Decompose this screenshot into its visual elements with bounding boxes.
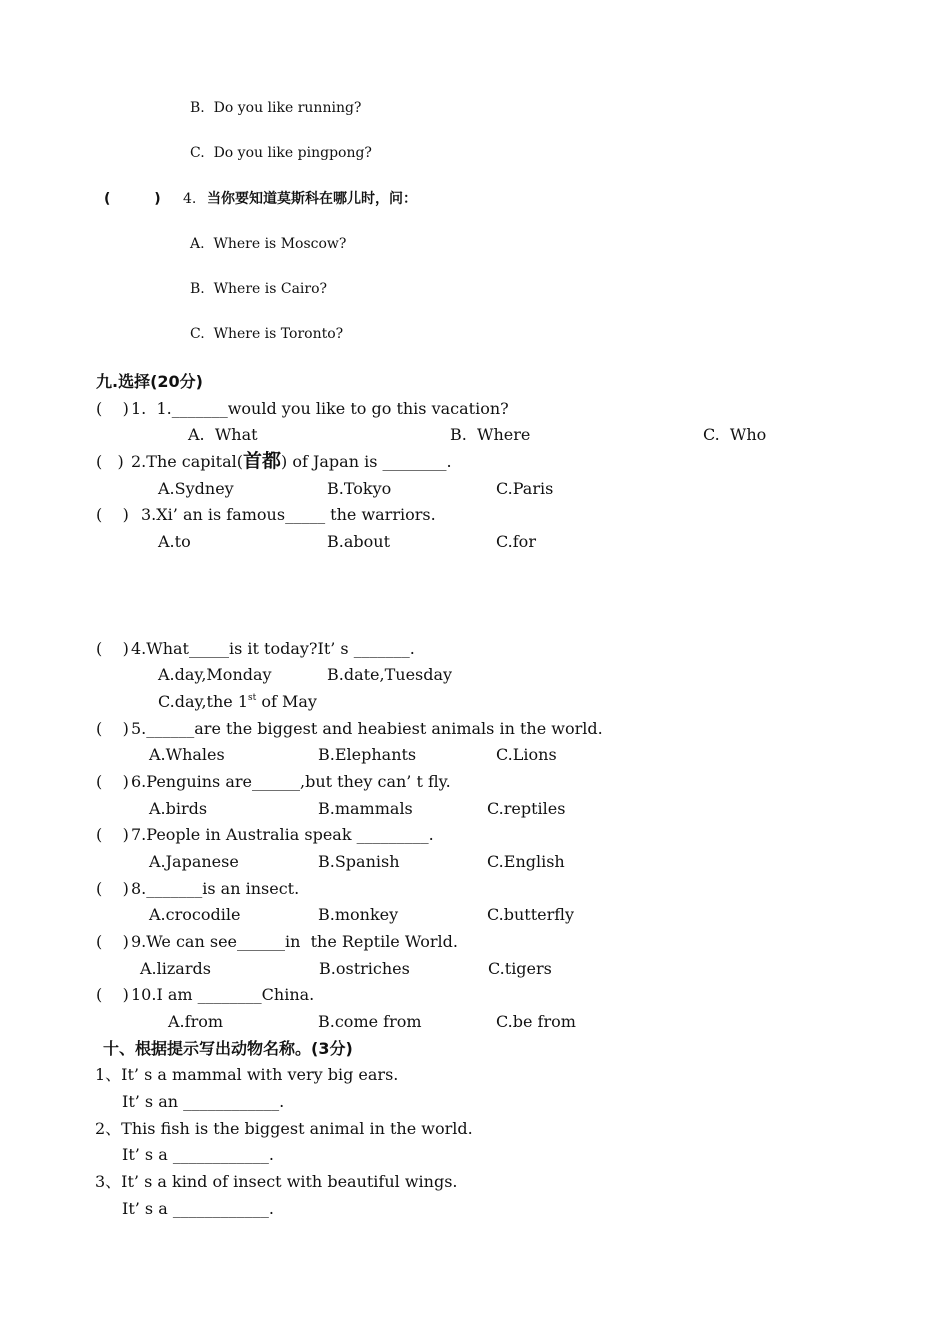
q4-option-a: A. Where is Moscow? bbox=[190, 236, 347, 252]
q3-option-a: A.to bbox=[158, 532, 191, 551]
q8-option-a: A.crocodile bbox=[149, 905, 241, 924]
q4b-stem: 4.What_____is it today?It’ s _______. bbox=[131, 639, 415, 658]
q4b-option-a: A.day,Monday bbox=[158, 665, 272, 684]
q3-option-b: B. Do you like running? bbox=[190, 100, 362, 116]
q8-stem: 8._______is an insect. bbox=[131, 879, 300, 898]
q2-stem: 2.The capital(首都) of Japan is ________. bbox=[131, 450, 452, 472]
q4-question: 当你要知道莫斯科在哪儿时，问： bbox=[207, 191, 417, 207]
q1-option-a: A. What bbox=[188, 425, 258, 444]
q2-option-b: B.Tokyo bbox=[327, 479, 392, 498]
q7-option-c: C.English bbox=[487, 852, 565, 871]
q7-stem: 7.People in Australia speak _________. bbox=[131, 825, 434, 844]
q4b-paren: ( ) bbox=[96, 639, 129, 658]
q8-paren: ( ) bbox=[96, 879, 129, 898]
q6-option-a: A.birds bbox=[149, 799, 208, 818]
section-9-heading: 九.选择(20分) bbox=[96, 372, 203, 391]
q1-paren: ( ) bbox=[96, 399, 129, 418]
q6-option-c: C.reptiles bbox=[487, 799, 566, 818]
q8-option-b: B.monkey bbox=[318, 905, 399, 924]
q3-option-b: B.about bbox=[327, 532, 390, 551]
q2-option-a: A.Sydney bbox=[158, 479, 234, 498]
q3-stem: 3.Xi’ an is famous_____ the warriors. bbox=[141, 505, 436, 524]
q2-paren: ( ) bbox=[96, 452, 124, 471]
q5-option-a: A.Whales bbox=[149, 745, 225, 764]
q3-option-c: C. Do you like pingpong? bbox=[190, 145, 372, 161]
q2-option-c: C.Paris bbox=[496, 479, 554, 498]
q5-stem: 5.______are the biggest and heabiest animals in the world. bbox=[131, 719, 603, 738]
q4-number: 4. bbox=[183, 191, 197, 207]
q9-option-b: B.ostriches bbox=[319, 959, 410, 978]
q4-option-c: C. Where is Toronto? bbox=[190, 326, 344, 342]
p10-q2-answer: It’ s a ____________. bbox=[122, 1145, 274, 1164]
p10-q2-clue: 2、This fish is the biggest animal in the world. bbox=[95, 1119, 473, 1138]
q5-paren: ( ) bbox=[96, 719, 129, 738]
q10-option-b: B.come from bbox=[318, 1012, 422, 1031]
q9-option-c: C.tigers bbox=[488, 959, 552, 978]
q6-paren: ( ) bbox=[96, 772, 129, 791]
q10-option-a: A.from bbox=[168, 1012, 224, 1031]
q6-option-b: B.mammals bbox=[318, 799, 413, 818]
p10-q1-clue: 1、It’ s a mammal with very big ears. bbox=[95, 1065, 399, 1084]
q7-option-b: B.Spanish bbox=[318, 852, 400, 871]
q5-option-b: B.Elephants bbox=[318, 745, 417, 764]
q10-stem: 10.I am ________China. bbox=[131, 985, 315, 1004]
q4-answer-paren: ( ) bbox=[104, 191, 161, 207]
p10-q3-answer: It’ s a ____________. bbox=[122, 1199, 274, 1218]
q3-option-c: C.for bbox=[496, 532, 536, 551]
p10-q3-clue: 3、It’ s a kind of insect with beautiful wings. bbox=[95, 1172, 458, 1191]
section-10-heading: 十、根据提示写出动物名称。(3分) bbox=[103, 1039, 353, 1058]
q7-option-a: A.Japanese bbox=[149, 852, 239, 871]
q9-paren: ( ) bbox=[96, 932, 129, 951]
q4-option-b: B. Where is Cairo? bbox=[190, 281, 328, 297]
q4b-option-c: C.day,the 1st of May bbox=[158, 692, 317, 711]
q8-option-c: C.butterfly bbox=[487, 905, 574, 924]
q1-option-c: C. Who bbox=[703, 425, 767, 444]
q4b-option-b: B.date,Tuesday bbox=[327, 665, 453, 684]
q1-stem: 1. 1._______would you like to go this vacation? bbox=[131, 399, 509, 418]
q6-stem: 6.Penguins are______,but they can’ t fly. bbox=[131, 772, 451, 791]
p10-q1-answer: It’ s an ____________. bbox=[122, 1092, 285, 1111]
q7-paren: ( ) bbox=[96, 825, 129, 844]
q10-option-c: C.be from bbox=[496, 1012, 576, 1031]
q9-stem: 9.We can see______in the Reptile World. bbox=[131, 932, 458, 951]
q5-option-c: C.Lions bbox=[496, 745, 557, 764]
q3-paren: ( ) bbox=[96, 505, 129, 524]
q9-option-a: A.lizards bbox=[140, 959, 211, 978]
q10-paren: ( ) bbox=[96, 985, 129, 1004]
q1-option-b: B. Where bbox=[450, 425, 531, 444]
